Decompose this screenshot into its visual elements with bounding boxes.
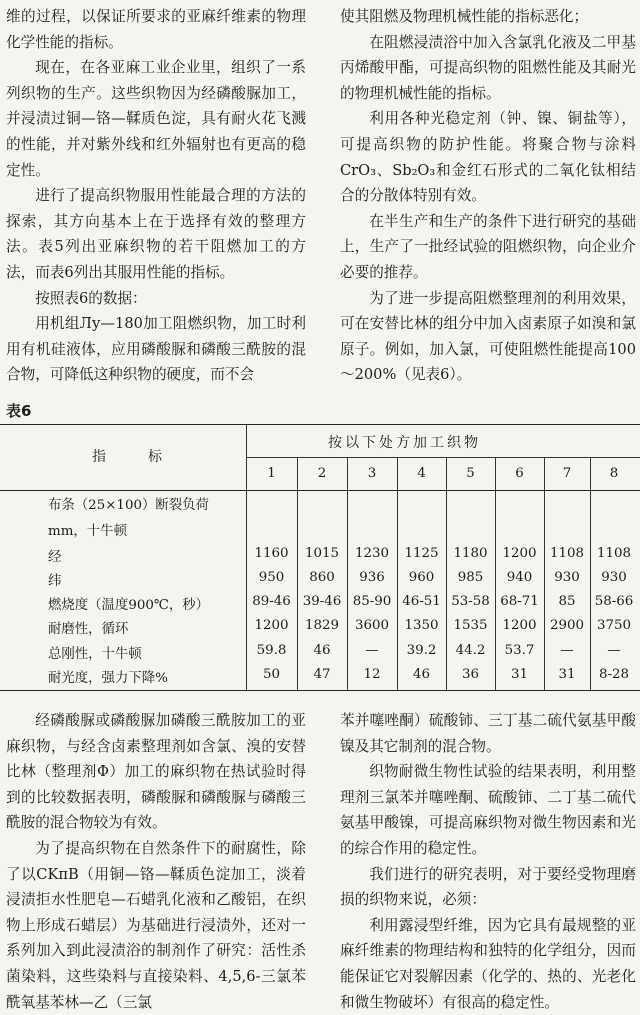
table-cell: 930 [601,570,627,585]
table-cell: 1200 [502,618,537,633]
table-cell: 960 [408,570,435,585]
row-label: 耐光度，强力下降% [48,671,168,686]
table-cell: 68-71 [500,594,539,609]
column-number: 5 [466,466,475,481]
row-label: 耐磨性，循环 [48,622,129,637]
paragraph: 织物耐微生物性试验的结果表明，利用整理剂三氯苯并噻唑酮、硫酸铈、二丁基二硫代氨基甲酸镍，可提高麻织物对微生物因素和光的综合作用的稳定性。 [340,763,636,857]
table-cell: 1829 [304,618,340,633]
row-label: 总刚性，十牛顿 [48,647,142,662]
table-cell: 1200 [502,546,537,561]
paragraph: 为了提高织物在自然条件下的耐腐性，除了以CKπB（用铜—铬—鞣质色淀加工，淡着浸渍拒水性肥皂—石蜡乳化液和乙酸铝，在织物上形成石蜡层）为基础进行浸渍外，还对一系列加入到此浸渍浴的制剂作了研究：活性杀菌染料，这些染料与直接染料、4,5,6-三氯苯酰氧基苯林—乙（三氯 [6,839,306,1011]
table-cell: — [607,643,621,658]
table-cell: 89-46 [252,594,291,609]
text-column-top-left [6,4,306,388]
table-cell: 58-66 [594,594,634,609]
paragraph: 按照表6的数据： [35,289,147,307]
table-cell: 936 [359,570,385,585]
paragraph: 利用露浸型纤维，因为它具有最规整的亚麻纤维素的物理结构和独特的化学组分，因而能保证它对裂解因素（化学的、热的、光老化和微生物破坏）有很高的稳定性。 [340,916,636,1011]
table-title: 表6 [6,402,32,420]
table-cell: 2900 [549,618,585,633]
table-cell: 1180 [453,546,488,561]
table-cell: 53.7 [504,643,535,658]
indicator-header: 指 标 [92,449,162,465]
table-cell: 50 [262,667,281,682]
table-cell: 46 [313,643,331,658]
table-cell: 8-28 [598,667,630,682]
table-cell: 39.2 [406,643,437,658]
table-cell: 1230 [354,546,390,561]
table-cell: 940 [506,570,533,585]
table-cell: 85-90 [352,594,392,609]
paragraph: 我们进行的研究表明，对于要经受物理磨损的织物来说，必须： [340,865,636,909]
column-number: 3 [367,466,377,481]
table-cell: 860 [309,570,335,585]
row-label: 经 [48,550,62,565]
column-number: 2 [317,466,327,481]
table-cell: 3750 [596,618,632,633]
table-cell: 930 [554,570,580,585]
paragraph: 苯并噻唑酮）硫酸铈、三丁基二硫代氨基甲酸镍及其它制剂的混合物。 [340,712,636,755]
paragraph: 用机组Лу—180加工阻燃织物，加工时利用有机硅液体，应用磷酸脲和磷酸三酰胺的混合物，可降低这种织物的硬度，而不会 [6,315,306,384]
column-number: 4 [417,466,426,481]
paragraph: 在半生产和生产的条件下进行研究的基础上，生产了一批经试验的阻燃织物，向企业介必要的推荐。 [340,212,636,281]
row-label: mm，十牛顿 [48,524,127,539]
table-rule-bottom [0,690,640,691]
table-cell: 950 [258,570,285,585]
table-cell: 12 [363,667,381,682]
row-label: 燃烧度（温度900℃，秒） [48,598,210,613]
table-cell: 1350 [404,618,439,633]
table-cell: 3600 [354,618,390,633]
table-cell: 31 [510,667,529,682]
data-table [0,424,640,692]
table-cell: 1200 [254,618,289,633]
table-cell: 1160 [254,546,289,561]
row-label: 纬 [48,574,62,589]
table-rule-top [0,424,640,425]
table-cell: 39-46 [302,594,342,609]
table-cell: 85 [558,594,576,609]
table-cell: — [365,643,379,658]
paragraph: 维的过程，以保证所要求的亚麻纤维素的物理化学性能的指标。 [6,8,306,51]
table-cell: 46-51 [402,594,441,609]
group-header: 按以下处方加工织物 [328,435,481,451]
table-cell: 1535 [453,618,488,633]
text-column-bottom-right [340,708,636,1015]
column-number: 7 [562,466,572,481]
table-cell: 985 [457,570,484,585]
column-number: 6 [515,466,524,481]
text-column-top-right [340,4,636,388]
table-cell: 1125 [404,546,439,561]
table-cell: 46 [412,667,431,682]
paragraph: 利用各种光稳定剂（钟、镍、铜盐等），可提高织物的防护性能。将聚合物与涂料CrO₃、Sb₂O₃和金红石形式的二氧化钛相结合的分散体特别有效。 [340,110,636,205]
paragraph: 在阻燃浸渍浴中加入含氯乳化液及二甲基丙烯酸甲酯，可提高织物的阻燃性能及其耐光的物理机械性能的指标。 [340,33,636,102]
paragraph: 使其阻燃及物理机械性能的指标恶化； [340,8,589,25]
table-cell: 44.2 [455,643,486,658]
table-cell: 59.8 [256,643,287,658]
column-number: 8 [609,466,619,481]
paragraph: 为了进一步提高阻燃整理剂的利用效果，可在安替比林的组分中加入卤素原子如溴和氯原子。例如，加入氯，可使阻燃性能提高100～200%（见表6）。 [340,289,636,384]
table-cell: 1108 [549,546,585,561]
table-cell: 47 [313,667,331,682]
row-label: 布条（25×100）断裂负荷 [48,498,209,513]
text-column-bottom-left [6,708,306,1015]
table-cell: 36 [461,667,480,682]
table-cell: 1108 [596,546,632,561]
table-cell: — [560,643,574,658]
table-cell: 31 [558,667,576,682]
table-cell: 53-58 [451,594,490,609]
column-number: 1 [267,466,276,481]
paragraph: 经磷酸脲或磷酸脲加磷酸三酰胺加工的亚麻织物，与经含卤素整理剂如含氯、溴的安替比林（整理剂Φ）加工的麻织物在热试验时得到的比较数据表明，磷酸脲和磷酸脲与磷酸三酰胺的混合物较为有效。 [6,712,306,832]
table-cell: 1015 [304,546,340,561]
group-header-rule [246,457,640,458]
paragraph: 进行了提高织物服用性能最合理的方法的探索，其方向基本上在于选择有效的整理方法。表5列出亚麻织物的若干阻燃加工的方法，而表6列出其服用性能的指标。 [6,187,306,281]
paragraph: 现在，在各亚麻工业企业里，组织了一系列织物的生产。这些织物因为经磷酸脲加工，并浸渍过铜—铬—鞣质色淀，具有耐火花飞溅的性能，并对紫外线和红外辐射也有更高的稳定性。 [6,59,306,179]
